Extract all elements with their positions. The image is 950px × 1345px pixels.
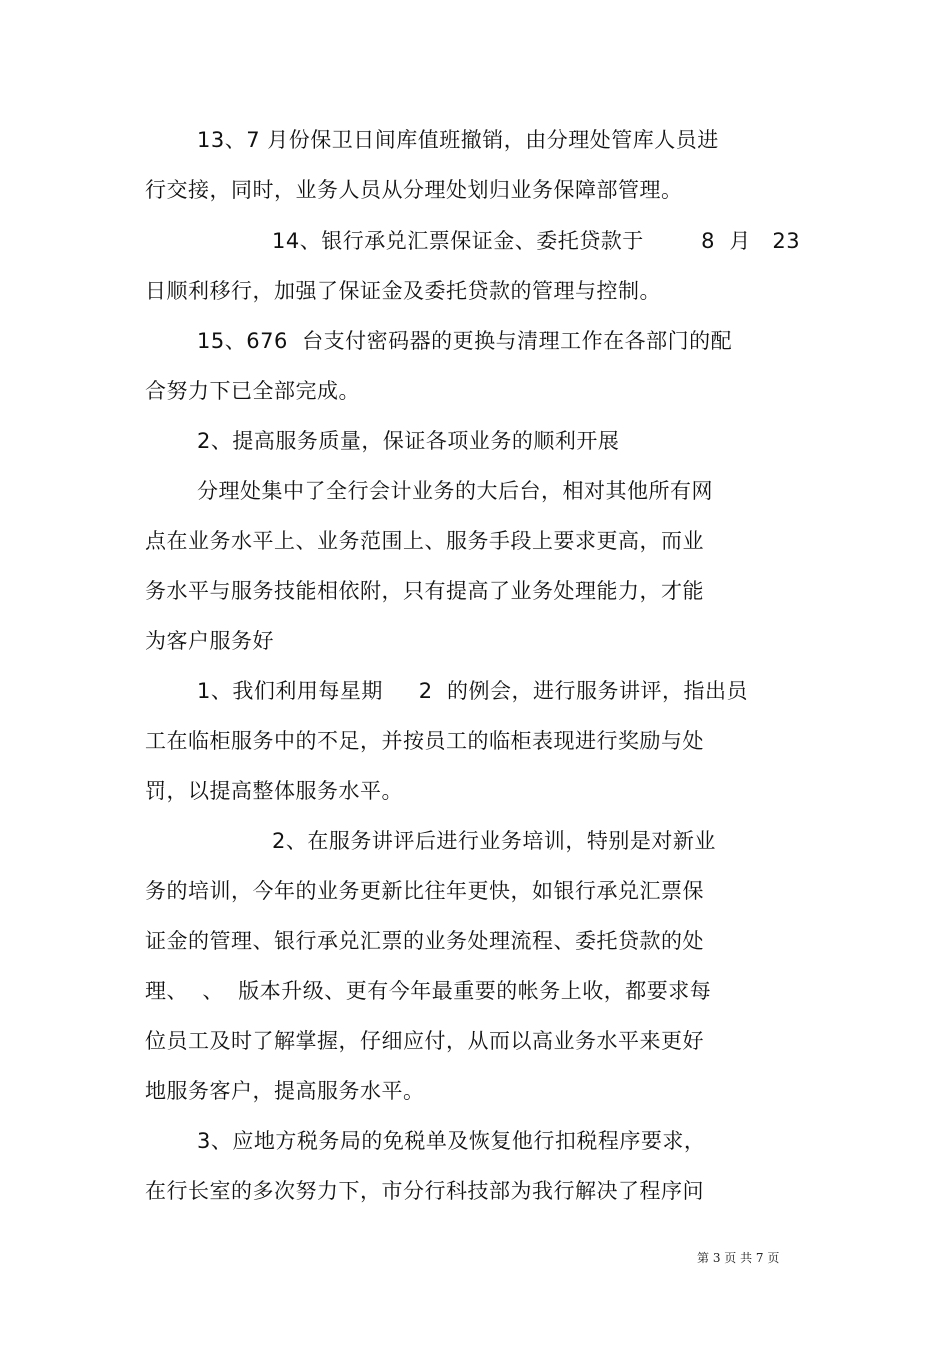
paragraph-line: 务水平与服务技能相依附，只有提高了业务处理能力，才能 <box>145 579 704 603</box>
page-number-footer: 第 3 页 共 7 页 <box>697 1251 780 1265</box>
paragraph-line: 3、应地方税务局的免税单及恢复他行扣税程序要求， <box>197 1129 706 1153</box>
paragraph-line: 工在临柜服务中的不足，并按员工的临柜表现进行奖励与处 <box>145 729 704 753</box>
paragraph-line: 2、在服务讲评后进行业务培训，特别是对新业 <box>272 829 716 853</box>
paragraph-line: 日顺利移行，加强了保证金及委托贷款的管理与控制。 <box>145 279 661 303</box>
paragraph-line: 证金的管理、银行承兑汇票的业务处理流程、委托贷款的处 <box>145 929 704 953</box>
paragraph-line: 务的培训，今年的业务更新比往年更快，如银行承兑汇票保 <box>145 879 704 903</box>
paragraph-line: 点在业务水平上、业务范围上、服务手段上要求更高，而业 <box>145 529 704 553</box>
paragraph-line: 罚，以提高整体服务水平。 <box>145 779 403 803</box>
paragraph-line: 理、 、 版本升级、更有今年最重要的帐务上收，都要求每 <box>145 979 712 1003</box>
paragraph-line: 在行长室的多次努力下，市分行科技部为我行解决了程序问 <box>145 1179 704 1203</box>
paragraph-line: 位员工及时了解掌握，仔细应付，从而以高业务水平来更好 <box>145 1029 704 1053</box>
paragraph-line: 分理处集中了全行会计业务的大后台，相对其他所有网 <box>197 479 713 503</box>
paragraph-line: 合努力下已全部完成。 <box>145 379 360 403</box>
paragraph-line: 地服务客户，提高服务水平。 <box>145 1079 425 1103</box>
paragraph-line: 为客户服务好 <box>145 629 274 653</box>
paragraph-line: 14、银行承兑汇票保证金、委托贷款于 8 月 23 <box>272 229 801 253</box>
paragraph-line: 行交接，同时，业务人员从分理处划归业务保障部管理。 <box>145 178 683 202</box>
paragraph-line: 15、676 台支付密码器的更换与清理工作在各部门的配 <box>197 329 733 353</box>
paragraph-line: 1、我们利用每星期 2 的例会，进行服务讲评，指出员 <box>197 679 748 703</box>
section-heading: 2、提高服务质量，保证各项业务的顺利开展 <box>197 429 620 453</box>
paragraph-line: 13、7 月份保卫日间库值班撤销，由分理处管库人员进 <box>197 128 719 152</box>
